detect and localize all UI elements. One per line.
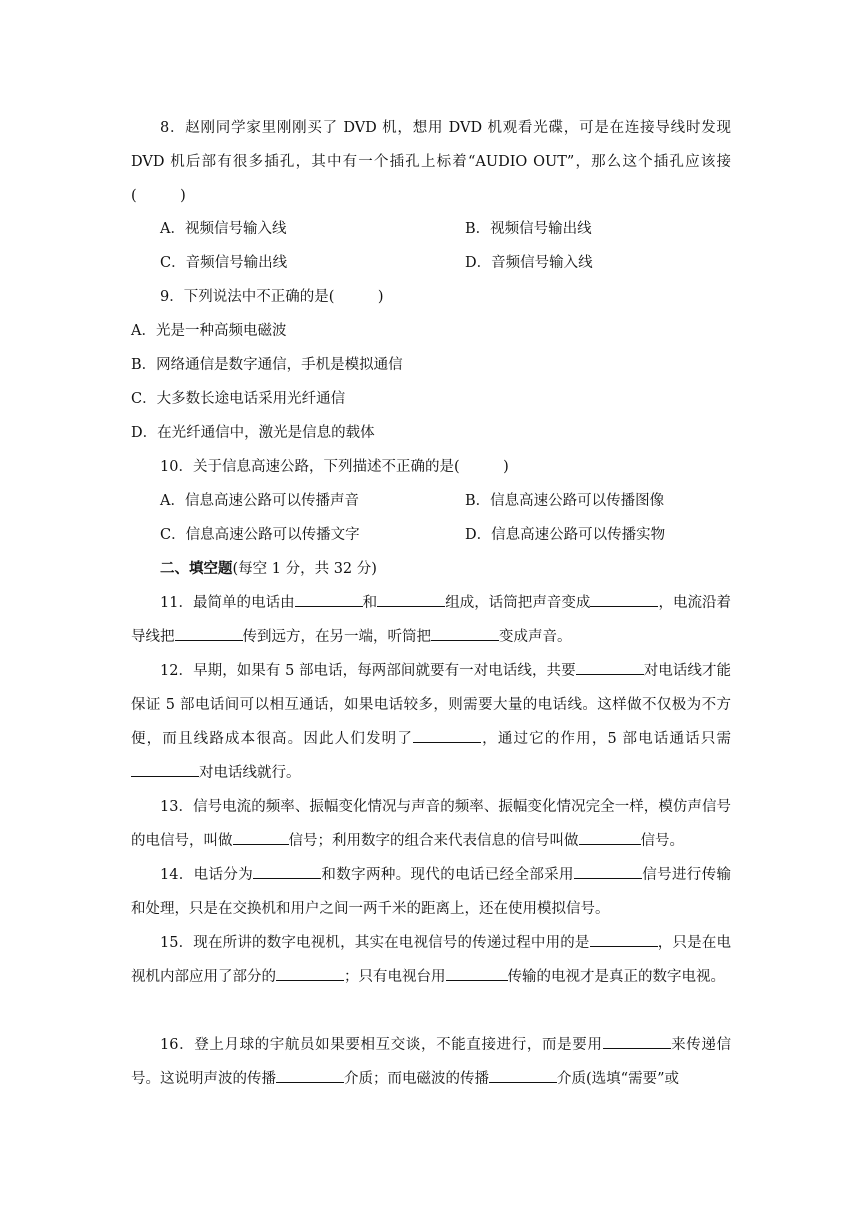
question-11-text: 和 (362, 595, 378, 611)
question-16-text: 介质；而电磁波的传播 (344, 1071, 489, 1087)
answer-blank[interactable] (576, 659, 644, 675)
question-13-text: 信号。 (640, 833, 684, 849)
answer-blank[interactable] (603, 1033, 671, 1049)
answer-blank[interactable] (377, 591, 445, 607)
answer-blank[interactable] (233, 829, 289, 845)
question-14-text: 14．电话分为 (160, 867, 254, 883)
question-15 (131, 926, 731, 994)
question-13-text: 13．信号电流的频率、振幅变化情况与声音的频率、振幅变化情况完全一样，模仿声信号的电信号，叫做 (131, 799, 731, 849)
question-15-text: 传输的电视才是真正的数字电视。 (507, 969, 725, 985)
section-2-title: 二、填空题 (160, 560, 233, 577)
question-9-option-d: D．在光纤通信中，激光是信息的载体 (131, 425, 375, 441)
question-14 (131, 858, 731, 926)
answer-blank[interactable] (413, 727, 481, 743)
question-9-stem: 9．下列说法中不正确的是( ) (160, 289, 384, 305)
question-16-text: 16．登上月球的宇航员如果要相互交谈，不能直接进行，而是要用 (160, 1037, 603, 1053)
answer-blank[interactable] (276, 965, 344, 981)
question-11 (131, 586, 731, 654)
answer-blank[interactable] (175, 625, 243, 641)
answer-blank[interactable] (590, 591, 658, 607)
question-13 (131, 790, 731, 858)
question-13-text: 信号；利用数字的组合来代表信息的信号叫做 (288, 833, 579, 849)
question-10-option-b: B．信息高速公路可以传播图像 (465, 493, 665, 509)
question-9-option-a: A．光是一种高频电磁波 (131, 323, 287, 339)
question-12-text: 对电话线就行。 (199, 765, 301, 781)
question-11-text: 传到远方，在另一端，听筒把 (242, 629, 431, 645)
question-12-text: 12．早期，如果有 5 部电话，每两部间就要有一对电话线，共要 (160, 663, 576, 679)
question-11-text: 11．最简单的电话由 (160, 595, 295, 611)
question-15-text: ；只有电视台用 (344, 969, 446, 985)
question-8-option-b: B．视频信号输出线 (465, 221, 592, 237)
question-15-text: ，只是在电视机内部应用了部分的 (131, 935, 731, 985)
question-9-option-c: C．大多数长途电话采用光纤通信 (131, 391, 346, 407)
section-2-heading (160, 552, 760, 586)
answer-blank[interactable] (446, 965, 508, 981)
question-12-text: 对电话线才能保证 5 部电话间可以相互通话，如果电话较多，则需要大量的电话线。这样做不仅极为不方便，而且线路成本很高。因此人们发明了 (131, 663, 731, 747)
question-8-option-d: D．音频信号输入线 (465, 255, 593, 271)
section-2-note: (每空 1 分，共 32 分) (232, 561, 377, 577)
answer-blank[interactable] (574, 863, 642, 879)
answer-blank[interactable] (489, 1067, 557, 1083)
question-16-text: 来传递信号。这说明声波的传播 (131, 1037, 732, 1087)
question-11-text: 组成，话筒把声音变成 (445, 595, 591, 611)
question-14-text: 和数字两种。现代的电话已经全部采用 (321, 867, 574, 883)
question-11-text: 变成声音。 (499, 629, 572, 645)
question-10-option-a: A．信息高速公路可以传播声音 (160, 493, 359, 509)
question-12 (131, 654, 731, 790)
question-12-text: ，通过它的作用，5 部电话通话只需 (481, 731, 731, 747)
answer-blank[interactable] (253, 863, 321, 879)
question-8-stem: 8．赵刚同学家里刚刚买了 DVD 机，想用 DVD 机观看光碟，可是在连接导线时发现 DVD 机后部有很多插孔，其中有一个插孔上标着“AUDIO OUT”，那么这个插孔应该接( ) (131, 120, 731, 204)
question-8-option-a: A．视频信号输入线 (160, 221, 287, 237)
answer-blank[interactable] (276, 1067, 344, 1083)
answer-blank[interactable] (295, 591, 363, 607)
question-10-stem: 10．关于信息高速公路，下列描述不正确的是( ) (160, 459, 509, 475)
question-16 (131, 1028, 731, 1096)
question-15-text: 15．现在所讲的数字电视机，其实在电视信号的传递过程中用的是 (160, 935, 590, 951)
answer-blank[interactable] (431, 625, 499, 641)
question-9-option-b: B．网络通信是数字通信，手机是模拟通信 (131, 357, 403, 373)
answer-blank[interactable] (579, 829, 641, 845)
question-10-option-c: C．信息高速公路可以传播文字 (160, 527, 360, 543)
question-14-text: 信号进行传输和处理，只是在交换机和用户之间一两千米的距离上，还在使用模拟信号。 (131, 867, 731, 917)
question-8-option-c: C．音频信号输出线 (160, 255, 288, 271)
question-11-text: ，电流沿着导线把 (131, 595, 732, 645)
question-16-text: 介质(选填“需要”或 (557, 1071, 679, 1087)
answer-blank[interactable] (131, 761, 199, 777)
question-10-option-d: D．信息高速公路可以传播实物 (465, 527, 666, 543)
answer-blank[interactable] (590, 931, 658, 947)
